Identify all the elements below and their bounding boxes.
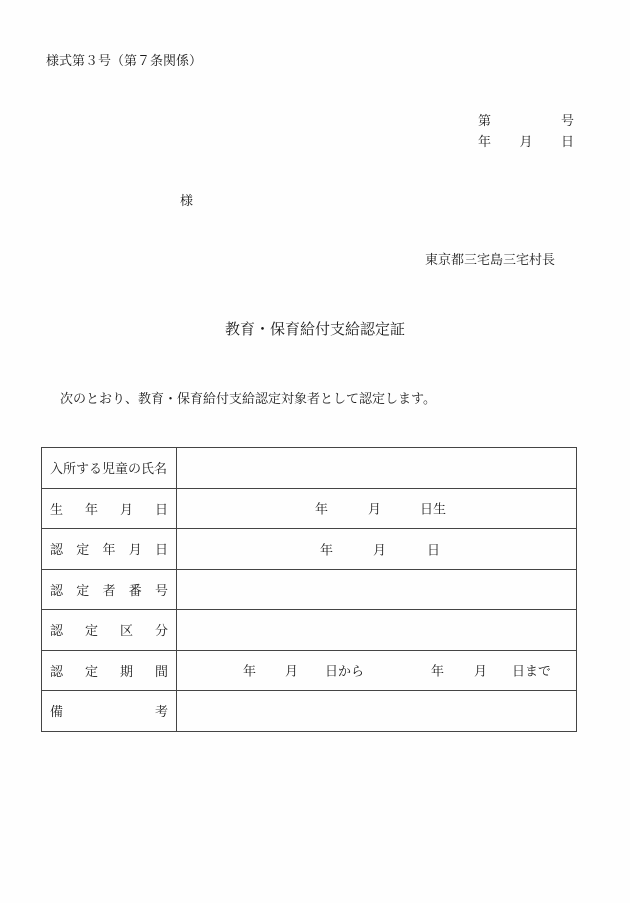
addressee-honorific: 様 [180,194,194,209]
table-row [42,488,577,529]
table-row [42,529,577,570]
row-label-certification-date: 認 定 年 月 日 [42,529,177,570]
issuer-name: 東京都三宅島三宅村長 [424,253,555,268]
number-suffix: 号 [560,114,574,129]
value-cell-birthdate: 年 月 日生 [177,488,577,529]
table-row [42,610,577,651]
value-cell [177,448,577,489]
document-number-line [478,110,574,131]
row-label-child-name: 入所する児童の氏名 [42,448,177,489]
value-cell-certification-date: 年 月 日 [177,529,577,570]
row-label-remarks: 備 考 [42,691,177,732]
document-title: 教育・保育給付支給認定証 [224,320,405,338]
value-cell [177,569,577,610]
row-label-certified-number: 認 定 者 番 号 [42,569,177,610]
date-day: 日 [560,135,574,150]
table-row [42,691,577,732]
certificate-table [41,447,577,732]
value-cell [177,610,577,651]
table-row [42,569,577,610]
date-month: 月 [519,135,533,150]
number-prefix: 第 [478,114,492,129]
document-number-block [478,110,574,152]
issue-date-line [478,131,574,152]
date-year: 年 [478,135,492,150]
row-label-certification-category: 認 定 区 分 [42,610,177,651]
row-label-certification-period: 認 定 期 間 [42,650,177,691]
row-label-birthdate: 生 年 月 日 [42,488,177,529]
table-row [42,448,577,489]
value-cell-certification-period: 年 月 日から 年 月 日まで [177,650,577,691]
form-reference: 様式第３号（第７条関係） [46,54,203,69]
table-row [42,650,577,691]
intro-text: 次のとおり、教育・保育給付支給認定対象者として認定します。 [60,392,436,407]
value-cell [177,691,577,732]
